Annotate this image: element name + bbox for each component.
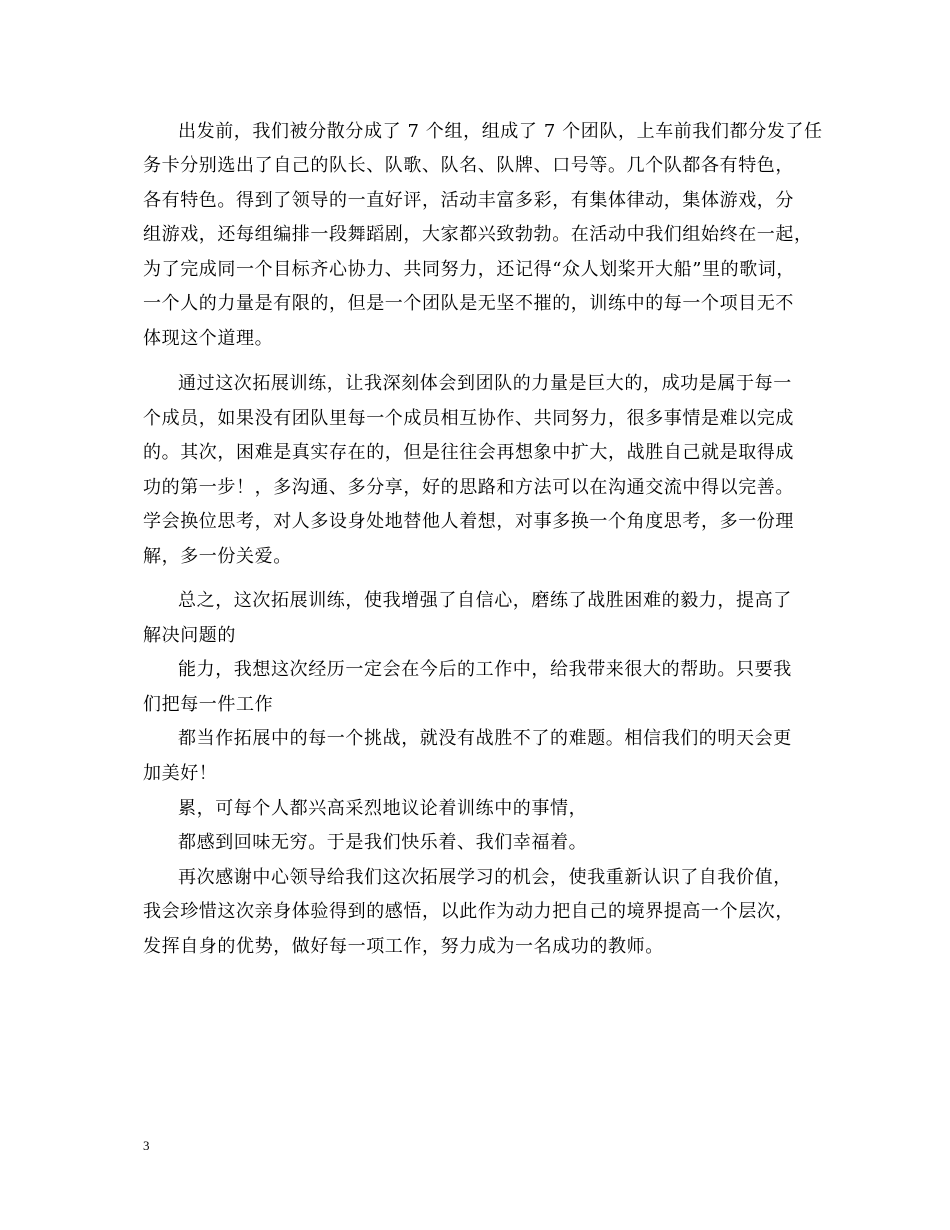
text-line: 都感到回味无穷。于是我们快乐着、我们幸福着。: [178, 832, 588, 853]
text-line: 学会换位思考，对人多设身处地替他人着想，对事多换一个角度思考，多一份理: [143, 511, 794, 532]
text-line: 的。其次，困难是真实存在的，但是往往会再想象中扩大，战胜自己就是取得成: [143, 442, 794, 463]
text-line: 总之，这次拓展训练，使我增强了自信心，磨练了战胜困难的毅力，提高了: [178, 590, 792, 611]
text-line: 解决问题的: [143, 625, 236, 646]
text-line: 各有特色。得到了领导的一直好评，活动丰富多彩，有集体律动，集体游戏，分: [143, 190, 794, 211]
text-line: 都当作拓展中的每一个挑战，就没有战胜不了的难题。相信我们的明天会更: [178, 728, 792, 749]
page-number: 3: [143, 1138, 150, 1153]
text-line: 出发前，我们被分散分成了 7 个组，组成了 7 个团队，上车前我们都分发了任: [178, 121, 823, 142]
text-line: 一个人的力量是有限的，但是一个团队是无坚不摧的，训练中的每一个项目无不: [143, 293, 794, 314]
text-line: 解，多一份关爱。: [143, 546, 292, 567]
text-line: 为了完成同一个目标齐心协力、共同努力，还记得“众人划桨开大船”里的歌词，: [143, 259, 796, 280]
text-line: 加美好！: [143, 763, 218, 784]
text-line: 通过这次拓展训练，让我深刻体会到团队的力量是巨大的，成功是属于每一: [178, 373, 792, 394]
text-line: 发挥自身的优势，做好每一项工作，努力成为一名成功的教师。: [143, 936, 664, 957]
text-line: 组游戏，还每组编排一段舞蹈剧，大家都兴致勃勃。在活动中我们组始终在一起，: [143, 224, 813, 245]
text-line: 累，可每个人都兴高采烈地议论着训练中的事情，: [178, 798, 588, 819]
text-line: 我会珍惜这次亲身体验得到的感悟，以此作为动力把自己的境界提高一个层次，: [143, 901, 794, 922]
text-line: 再次感谢中心领导给我们这次拓展学习的机会，使我重新认识了自我价值，: [178, 867, 792, 888]
text-line: 个成员，如果没有团队里每一个成员相互协作、共同努力，很多事情是难以完成: [143, 408, 794, 429]
text-line: 功的第一步！，多沟通、多分享，好的思路和方法可以在沟通交流中得以完善。: [143, 477, 794, 498]
text-line: 务卡分别选出了自己的队长、队歌、队名、队牌、口号等。几个队都各有特色，: [143, 155, 794, 176]
text-line: 能力，我想这次经历一定会在今后的工作中，给我带来很大的帮助。只要我: [178, 659, 792, 680]
text-line: 们把每一件工作: [143, 694, 274, 715]
text-line: 体现这个道理。: [143, 328, 274, 349]
